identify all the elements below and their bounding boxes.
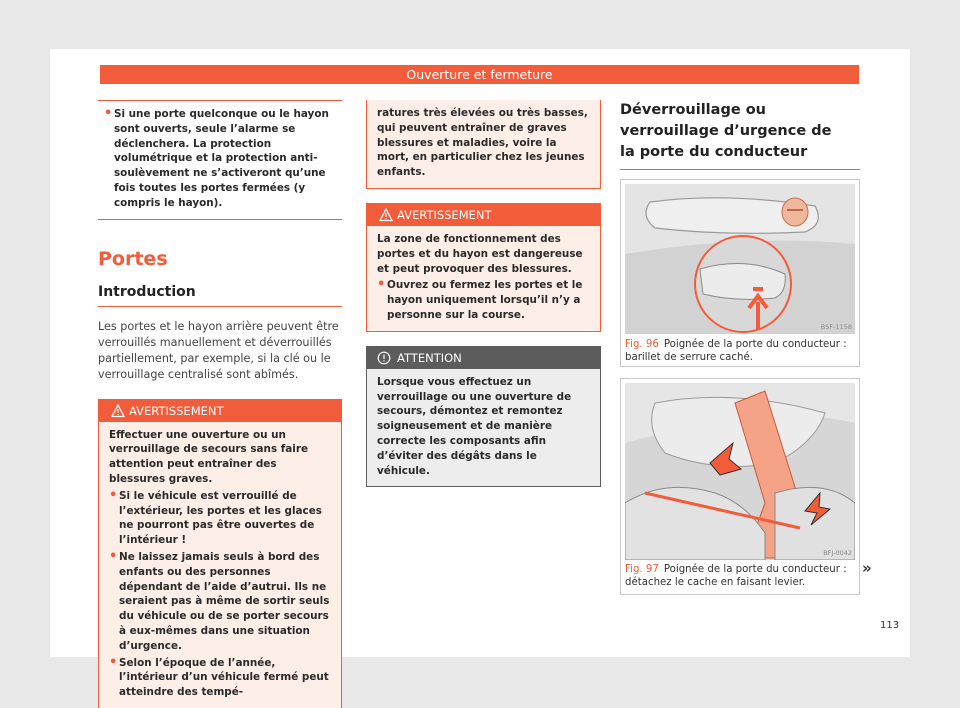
warning-title: AVERTISSEMENT [129,403,224,418]
page-number: 113 [880,620,900,631]
caption-text: Poignée de la porte du conducteur : détachez le cache en faisant levier. [625,564,847,588]
lever-illustration [625,383,855,560]
attention-body [367,369,600,487]
attention-box [366,346,601,488]
column-middle [366,100,601,487]
warning-bullet: • Selon l’époque de l’année, l’intérieur d’un véhicule fermé peut atteindre des tempé- [109,656,333,700]
warning-title: AVERTISSEMENT [397,207,492,222]
warning-continued-body [367,100,600,188]
warning-box-2 [366,203,601,332]
warning-text: La zone de fonctionnement des portes et du hayon est dangereuse et peut provoquer des blessures. [377,232,583,275]
figure-97-image [625,383,855,560]
section-title: Portes [98,247,168,270]
attention-title: ATTENTION [397,350,462,365]
figure-code: BFJ-0042 [823,549,852,557]
figure-97-caption [625,563,853,589]
warning-box-1 [98,399,342,708]
section-heading: Déverrouillage ou verrouillage d’urgence de la porte du conducteur [620,102,832,160]
page-header: Ouverture et fermeture [100,65,859,84]
warning-text: Effectuer une ouverture ou un verrouillage de secours sans faire attention peut entraîner des blessures graves. [109,428,309,485]
attention-text: Lorsque vous effectuez un verrouillage ou une ouverture de secours, démontez et remontez soigneusement et de manière correcte les composants afin d’éviter des dégâts dans le véhicule. [377,375,572,477]
figure-96 [620,179,860,367]
figure-96-caption [625,338,853,364]
figure-number: Fig. 96 [625,339,659,350]
subsection-rule [98,306,342,307]
subsection-title: Introduction [98,283,196,300]
warning-body [99,422,341,708]
heading-rule [620,169,860,170]
figure-97 [620,378,860,595]
warning-header [367,204,600,226]
column-left [98,100,342,708]
warning-header [99,400,341,422]
warning-icon [111,404,125,418]
warning-bullet: • Ne laissez jamais seuls à bord des enfants ou des personnes dépendant de l’aide d’autrui. Ils ne seraient pas à même de sortir seuls du véhicule ou de se porter secours à eux-mêmes dans une situation d’urgence. [109,550,333,654]
warning-body [367,226,600,331]
warning-bullet: • Ouvrez ou fermez les portes et le hayon uniquement lorsqu’il n’y a personne sur la course. [377,278,592,322]
attention-header [367,347,600,369]
intro-note [98,100,342,220]
figure-96-image [625,184,855,334]
info-circle-icon [377,351,391,365]
warning-continued-text: ratures très élevées ou très basses, qui peuvent entraîner de graves blessures et maladies, voire la mort, en particulier chez les jeunes enfants. [377,107,588,179]
warning-continued [366,100,601,189]
caption-text: Poignée de la porte du conducteur : barillet de serrure caché. [625,339,847,363]
intro-bullet: • Si une porte quelconque ou le hayon sont ouverts, seule l’alarme se déclenchera. La protection volumétrique et la protection anti-soulèvement ne s’activeront qu’une fois toutes les portes fermées (y compris le hayon). [104,107,342,211]
column-right [620,100,860,595]
intro-paragraph: Les portes et le hayon arrière peuvent être verrouillés manuellement et déverrouillés partiellement, par exemple, si la clé ou le verrouillage centralisé sont abîmés. [98,319,339,381]
figure-number: Fig. 97 [625,564,659,575]
warning-bullet: • Si le véhicule est verrouillé de l’extérieur, les portes et les glaces ne pourront pas être ouvertes de l’intérieur ! [109,489,333,548]
door-handle-illustration [625,184,855,334]
figure-code: B5F-1158 [820,323,852,331]
continue-mark: » [862,559,872,577]
warning-icon [379,208,393,222]
